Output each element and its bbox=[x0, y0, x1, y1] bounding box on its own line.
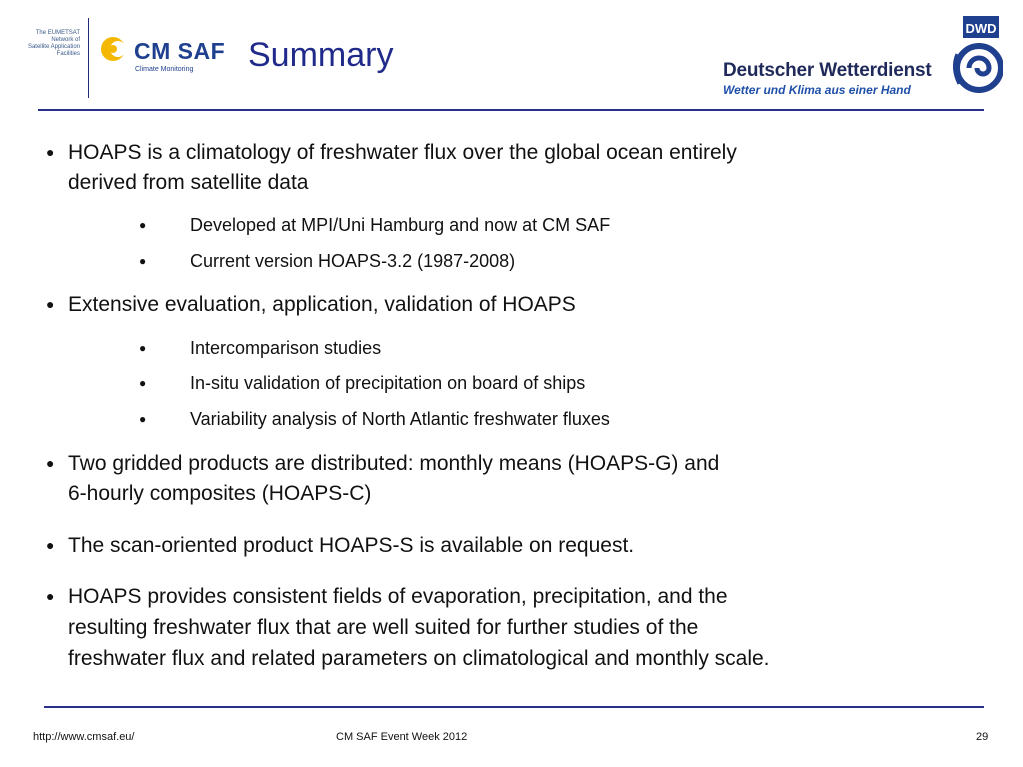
page-title: Summary bbox=[248, 36, 394, 74]
bullet-dot-icon: ● bbox=[46, 537, 55, 553]
bullet-text: derived from satellite data bbox=[68, 171, 309, 194]
dwd-name: Deutscher Wetterdienst bbox=[723, 60, 932, 81]
bullet-dot-icon: ● bbox=[46, 144, 55, 160]
bullet-dot-icon: ● bbox=[46, 588, 55, 604]
bullet-text: resulting freshwater flux that are well suited for further studies of the bbox=[68, 616, 699, 639]
sub-bullet-dot-icon: ● bbox=[139, 254, 147, 268]
dwd-emblem-icon bbox=[943, 14, 1003, 98]
sub-bullet-text: Developed at MPI/Uni Hamburg and now at CM SAF bbox=[190, 215, 611, 235]
bullet-text: Extensive evaluation, application, validation of HOAPS bbox=[68, 293, 576, 316]
sub-bullet-dot-icon: ● bbox=[139, 218, 147, 232]
sub-bullet-dot-icon: ● bbox=[139, 341, 147, 355]
footer-rule bbox=[44, 706, 984, 708]
bullet-text: freshwater flux and related parameters on climatological and monthly scale. bbox=[68, 647, 770, 670]
dwd-logo-text bbox=[723, 60, 932, 97]
cmsaf-logo bbox=[98, 34, 238, 78]
sub-bullet-dot-icon: ● bbox=[139, 376, 147, 390]
sub-bullet-text: Intercomparison studies bbox=[190, 338, 382, 358]
sub-bullet-dot-icon: ● bbox=[139, 412, 147, 426]
cmsaf-subtitle: Climate Monitoring bbox=[135, 66, 194, 73]
bullet-text: 6-hourly composites (HOAPS-C) bbox=[68, 482, 372, 505]
page-number: 29 bbox=[976, 731, 989, 743]
sub-bullet-text: In-situ validation of precipitation on board of ships bbox=[190, 373, 586, 393]
eumetsat-line: The EUMETSAT bbox=[35, 30, 80, 36]
header-divider bbox=[88, 18, 89, 98]
dwd-slogan: Wetter und Klima aus einer Hand bbox=[723, 83, 911, 97]
header-rule bbox=[38, 109, 984, 111]
bullet-text: HOAPS provides consistent fields of evaporation, precipitation, and the bbox=[68, 585, 728, 608]
cmsaf-name: CM SAF bbox=[134, 38, 226, 64]
sun-icon bbox=[98, 34, 128, 64]
bullet-text: The scan-oriented product HOAPS-S is available on request. bbox=[68, 534, 635, 557]
footer-event-name: CM SAF Event Week 2012 bbox=[336, 731, 468, 743]
dwd-badge-label: DWD bbox=[965, 21, 997, 36]
bullet-text: Two gridded products are distributed: monthly means (HOAPS-G) and bbox=[68, 452, 720, 475]
eumetsat-line: Satellite Application bbox=[27, 44, 80, 50]
bullet-dot-icon: ● bbox=[46, 296, 55, 312]
eumetsat-line: Facilities bbox=[56, 51, 80, 57]
sub-bullet-text: Variability analysis of North Atlantic freshwater fluxes bbox=[190, 409, 610, 429]
eumetsat-network-text bbox=[10, 30, 80, 58]
bullet-dot-icon: ● bbox=[46, 455, 55, 471]
footer-url-link[interactable]: http://www.cmsaf.eu/ bbox=[33, 731, 135, 743]
eumetsat-line: Network of bbox=[51, 37, 80, 43]
bullet-text: HOAPS is a climatology of freshwater flux over the global ocean entirely bbox=[68, 141, 737, 164]
sub-bullet-text: Current version HOAPS-3.2 (1987-2008) bbox=[190, 251, 516, 271]
